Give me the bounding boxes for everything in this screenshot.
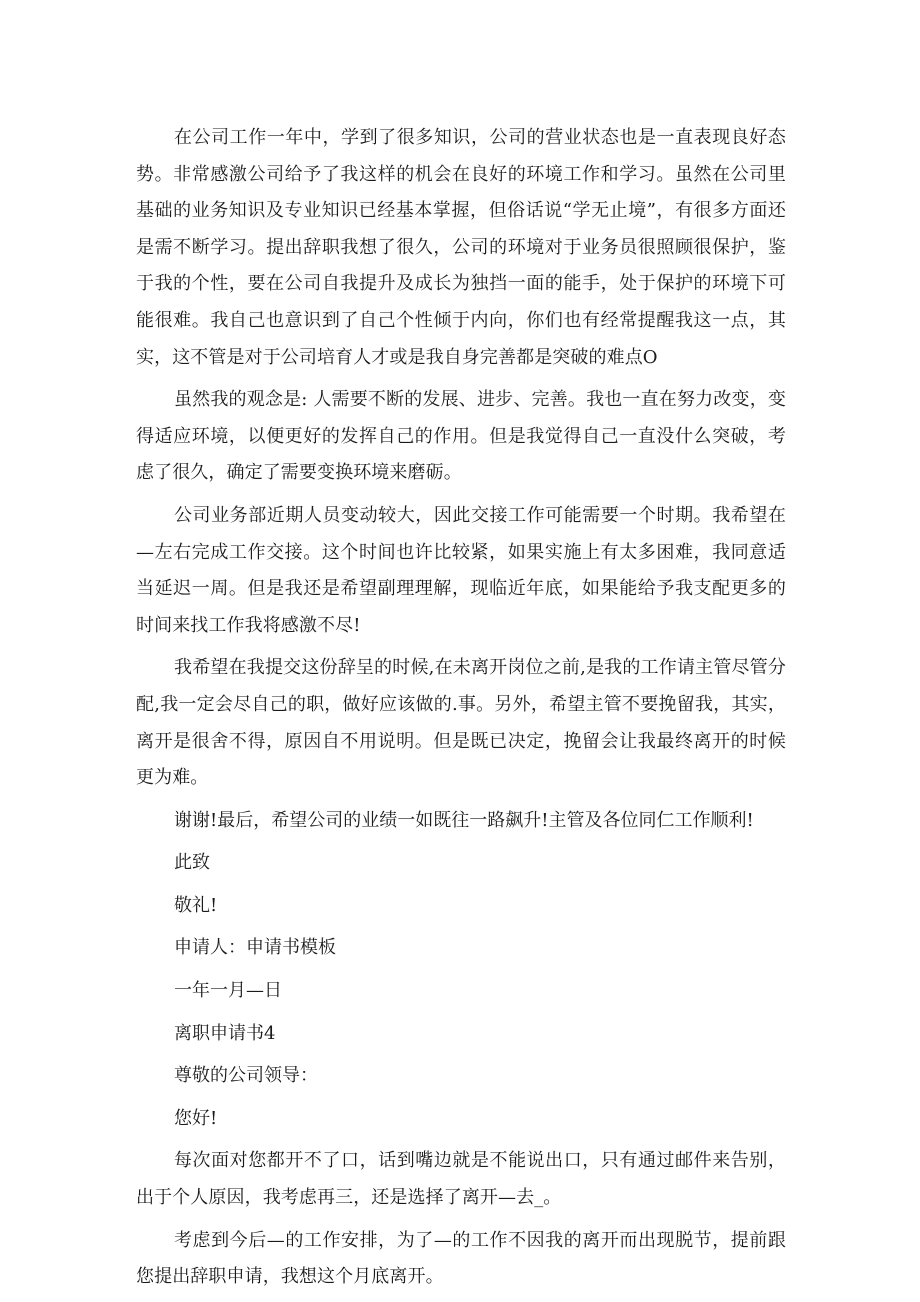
paragraph-work-assignment: 我希望在我提交这份辞呈的时候,在未离开岗位之前,是我的工作请主管尽管分配,我一定会尽自己的职，做好应该做的.事。另外，希望主管不要挽留我，其实，离开是很舍不得，原因自不用说明。但是既已决定，挽留会让我最终离开的时候更为难。 [136,657,786,789]
letter-greeting: 您好! [174,1107,218,1129]
letter-addressee: 尊敬的公司领导： [174,1065,318,1087]
paragraph-handover-plan: 公司业务部近期人员变动较大，因此交接工作可能需要一个时期。我希望在—左右完成工作交接。这个时间也许比较紧，如果实施上有太多困难，我同意适当延迟一周。但是我还是希望副理理解，现临近年底，如果能给予我支配更多的时间来找工作我将感激不尽! [136,504,786,636]
section-heading: 离职申请书4 [174,1022,276,1044]
paragraph-farewell: 每次面对您都开不了口，话到嘴边就是不能说出口，只有通过邮件来告别，出于个人原因，我考虑再三，还是选择了离开—去_。 [136,1150,786,1209]
paragraph-reasons-for-leaving: 在公司工作一年中，学到了很多知识，公司的营业状态也是一直表现良好态势。非常感激公司给予了我这样的机会在良好的环境工作和学习。虽然在公司里基础的业务知识及专业知识已经基本掌握，但俗话说“学无止境”，有很多方面还是需不断学习。提出辞职我想了很久，公司的环境对于业务员很照顾很保护，鉴于我的个性，要在公司自我提升及成长为独挡一面的能手，处于保护的环境下可能很难。我自己也意识到了自己个性倾于内向，你们也有经常提醒我这一点，其实，这不管是对于公司培育人才或是我自身完善都是突破的难点O [136,127,786,368]
applicant-line: 申请人：申请书模板 [174,937,336,959]
paragraph-resignation-request: 考虑到今后—的工作安排，为了—的工作不因我的离开而出现脱节，提前跟您提出辞职申请，我想这个月底离开。 [136,1229,786,1288]
date-line: 一年一月—日 [174,980,282,1002]
closing-salutation: 此致 [174,852,210,874]
paragraph-thanks: 谢谢!最后，希望公司的业绩一如既往一路飙升!主管及各位同仁工作顺利! [174,809,754,831]
paragraph-personal-growth: 虽然我的观念是: 人需要不断的发展、进步、完善。我也一直在努力改变，变得适应环境，以便更好的发挥自己的作用。但是我觉得自己一直没什么突破，考虑了很久，确定了需要变换环境来磨砺。 [136,389,786,484]
closing-regards: 敬礼! [174,894,218,916]
document-body [136,120,786,1302]
